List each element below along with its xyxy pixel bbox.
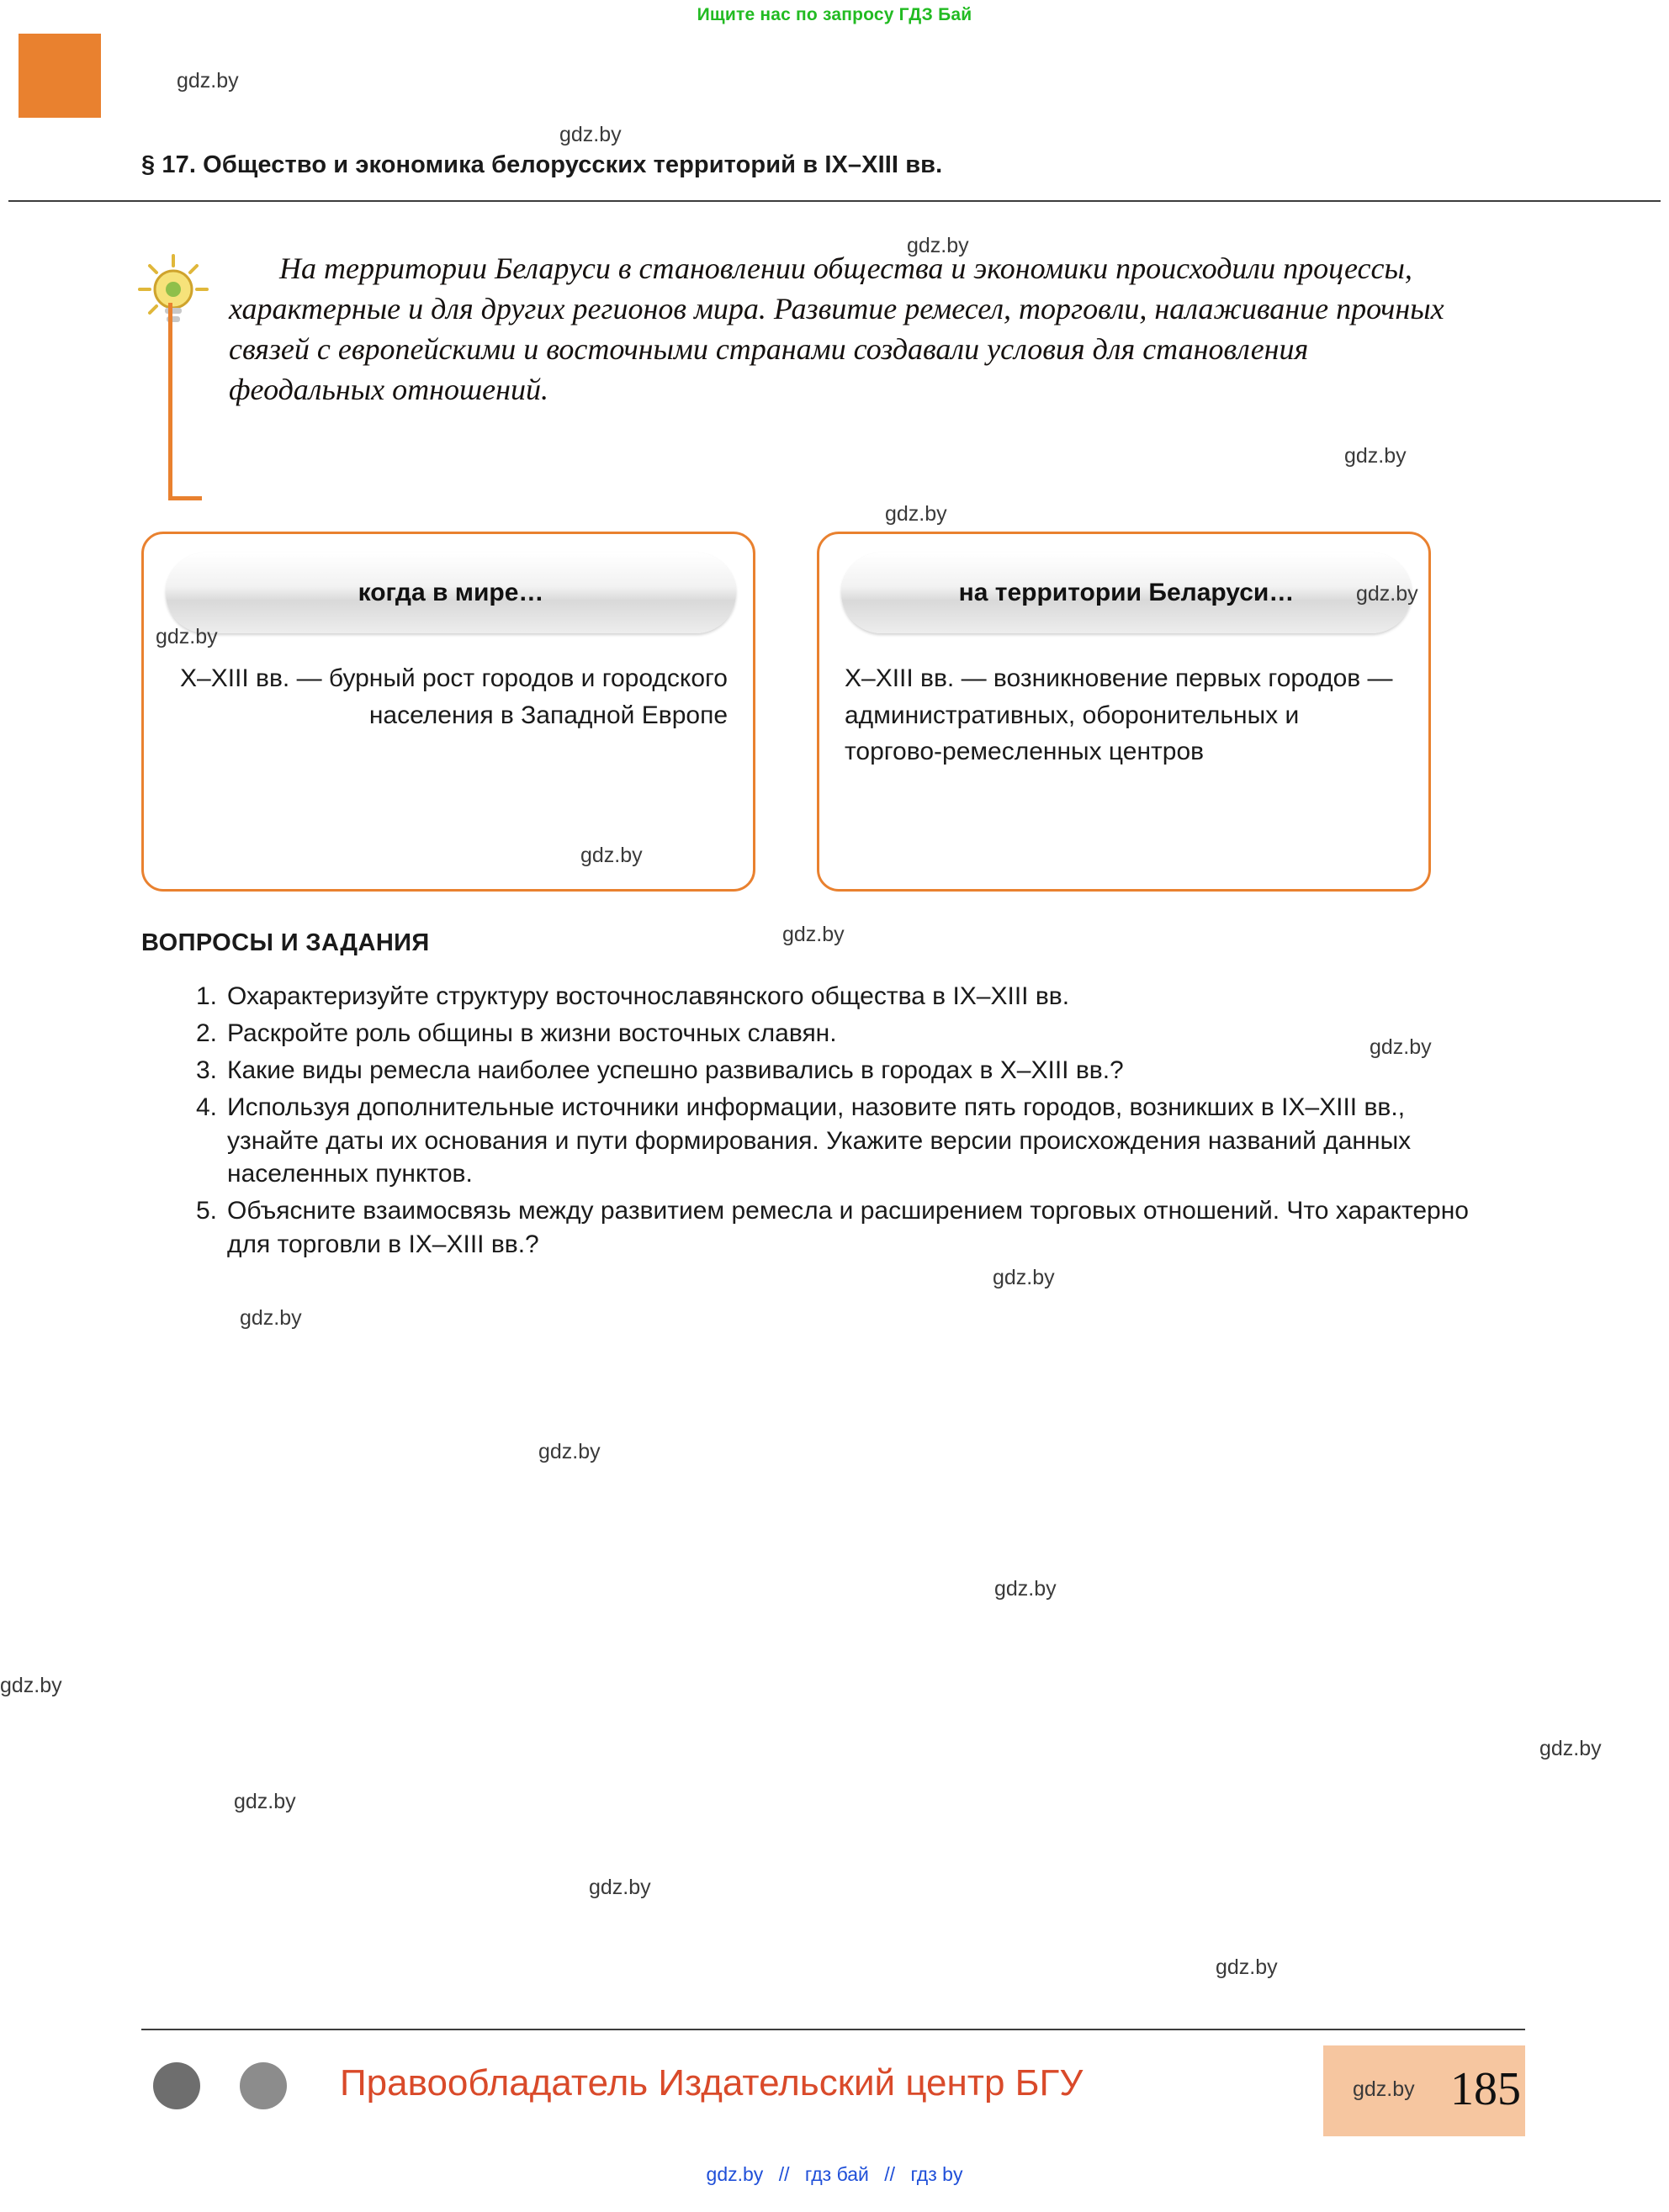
list-item	[188, 1194, 1501, 1262]
watermark: gdz.by	[156, 625, 218, 648]
card-world-pill-label: когда в мире…	[358, 579, 544, 606]
footer-dot-two	[240, 2062, 287, 2109]
watermark: gdz.by	[559, 123, 622, 146]
page-number: 185	[1450, 2063, 1521, 2115]
card-belarus	[817, 532, 1431, 892]
list-item-number: 4.	[195, 1093, 217, 1121]
watermark: gdz.by	[1539, 1737, 1602, 1760]
watermark: gdz.by	[1344, 444, 1407, 468]
watermark: gdz.by	[0, 1674, 62, 1697]
card-world-body: X–XIII вв. — бурный рост городов и городского населения в Западной Европе	[180, 664, 728, 729]
watermark: gdz.by	[1370, 1035, 1432, 1059]
watermark: gdz.by	[538, 1440, 601, 1463]
footer-dot-one	[153, 2062, 200, 2109]
bottom-links[interactable]	[0, 2163, 1669, 2186]
page-title: § 17. Общество и экономика белорусских территорий в IX–XIII вв.	[141, 151, 943, 178]
list-item	[188, 980, 1501, 1013]
list-item	[188, 1054, 1501, 1087]
questions-heading: ВОПРОСЫ И ЗАДАНИЯ	[141, 929, 430, 956]
watermark: gdz.by	[177, 69, 239, 93]
list-item-number: 5.	[195, 1197, 217, 1225]
watermark: gdz.by	[885, 502, 947, 526]
copyright-notice: Правообладатель Издательский центр БГУ	[340, 2062, 1084, 2104]
decorative-corner-square	[19, 34, 101, 118]
list-item-text: Объясните взаимосвязь между развитием ремесла и расширением торговых отношений. Что характерно для торговли в IX–XIII вв.?	[227, 1197, 1469, 1259]
bottom-link-2[interactable]: гдз бай	[804, 2163, 869, 2185]
watermark: gdz.by	[993, 1266, 1055, 1289]
footer-divider	[141, 2029, 1525, 2030]
bottom-link-3[interactable]: гдз by	[910, 2163, 963, 2185]
watermark: gdz.by	[234, 1790, 296, 1813]
watermark: gdz.by	[1216, 1955, 1278, 1979]
list-item	[188, 1017, 1501, 1050]
questions-list	[188, 980, 1501, 1265]
list-item-text: Раскройте роль общины в жизни восточных славян.	[227, 1019, 837, 1047]
promo-banner: Ищите нас по запросу ГДЗ Бай	[697, 5, 972, 24]
list-item	[188, 1091, 1501, 1192]
list-item-number: 3.	[195, 1056, 217, 1084]
card-world	[141, 532, 755, 892]
watermark: gdz.by	[994, 1577, 1057, 1601]
card-belarus-pill-label: на территории Беларуси…	[958, 579, 1295, 606]
watermark: gdz.by	[782, 923, 845, 946]
list-item-number: 2.	[195, 1019, 217, 1047]
watermark: gdz.by	[907, 234, 969, 257]
list-item-text: Какие виды ремесла наиболее успешно развивались в городах в X–XIII вв.?	[227, 1056, 1124, 1084]
page-box-watermark: gdz.by	[1353, 2077, 1415, 2101]
bottom-link-sep-2: //	[884, 2163, 896, 2185]
list-item-text: Охарактеризуйте структуру восточнославянского общества в IX–XIII вв.	[227, 982, 1070, 1010]
watermark: gdz.by	[589, 1876, 651, 1899]
lightbulb-icon	[133, 252, 214, 333]
watermark: gdz.by	[1356, 582, 1418, 606]
watermark: gdz.by	[240, 1306, 302, 1330]
watermark: gdz.by	[580, 844, 643, 867]
bottom-link-sep-1: //	[778, 2163, 790, 2185]
title-divider	[8, 200, 1661, 202]
bottom-link-1[interactable]: gdz.by	[706, 2163, 764, 2185]
intro-paragraph: На территории Беларуси в становлении общества и экономики происходили процессы, характерные и для других регионов мира. Развитие ремесел, торговли, налаживание прочных связей с европейскими и восточными странами создавали условия для становления феодальных отношений.	[229, 251, 1444, 406]
card-belarus-pill	[841, 553, 1412, 633]
list-item-text: Используя дополнительные источники информации, назовите пять городов, возникших в IX–XIII вв., узнайте даты их основания и пути формирования. Укажите версии происхождения названий данных населенных пунктов.	[227, 1093, 1412, 1188]
card-world-pill	[166, 553, 736, 633]
list-item-number: 1.	[195, 982, 217, 1010]
card-belarus-body: X–XIII вв. — возникновение первых городов — административных, оборонительных и торгово-ремесленных центров	[845, 664, 1393, 765]
intro-accent-rail	[168, 303, 172, 500]
